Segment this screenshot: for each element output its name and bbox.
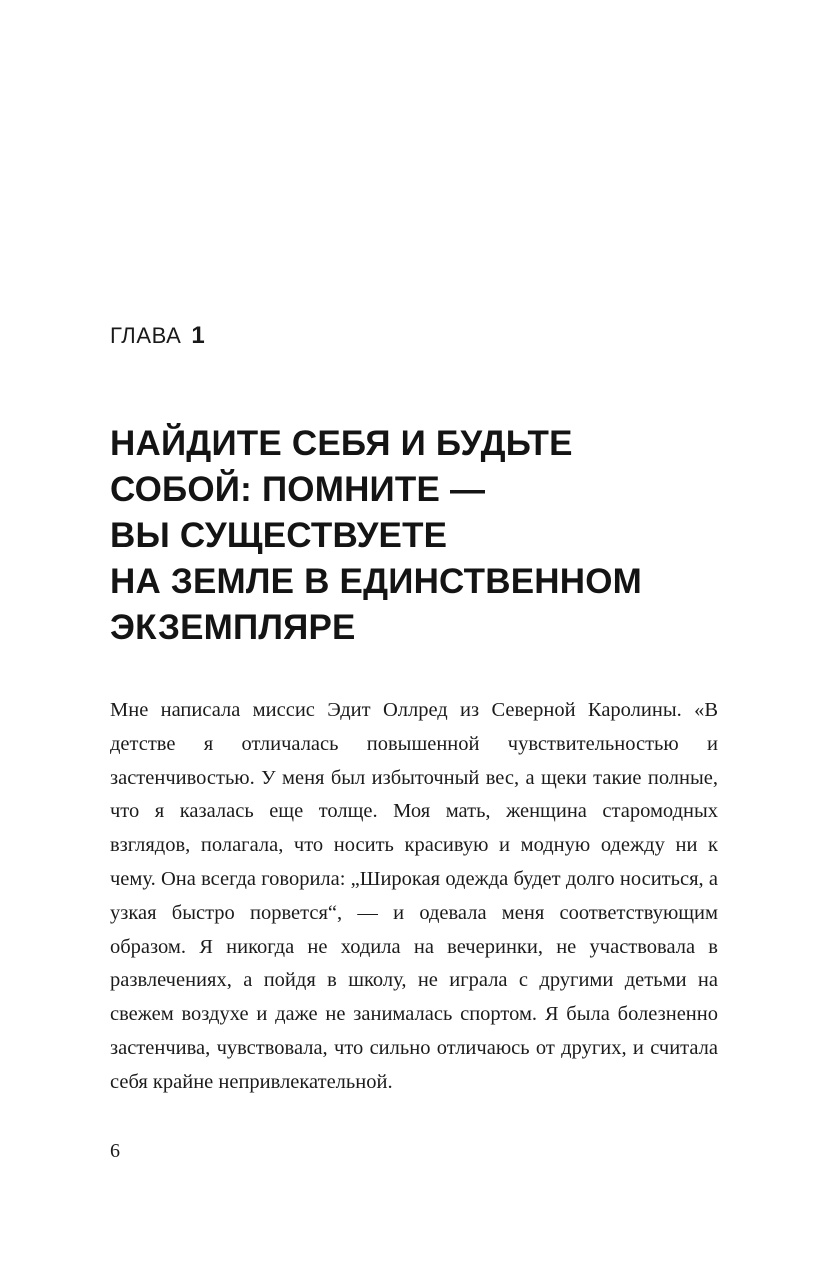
chapter-title-line-4: НА ЗЕМЛЕ В ЕДИНСТВЕННОМ: [110, 562, 642, 602]
chapter-title-line-3: ВЫ СУЩЕСТВУЕТЕ: [110, 516, 448, 556]
page-content: [110, 0, 718, 1270]
body-text: [110, 694, 718, 1100]
chapter-title-line-5: ЭКЗЕМПЛЯРЕ: [110, 608, 356, 648]
body-paragraph: Мне написала миссис Эдит Оллред из Северной Каролины. «В детстве я отличалась повышенной чувствительностью и застенчивостью. У меня был избыточный вес, а щеки такие полные, что я казалась еще толще. Моя мать, женщина старомодных взглядов, полагала, что носить красивую и модную одежду ни к чему. Она всегда говорила: „Широкая одежда будет долго носиться, а узкая быстро порвется“, — и одевала меня соответствующим образом. Я никогда не ходила на вечеринки, не участвовала в развлечениях, а пойдя в школу, не играла с другими детьми на свежем воздухе и даже не занималась спортом. Я была болезненно застенчива, чувствовала, что сильно отличаюсь от других, и считала себя крайне непривлекательной.: [110, 699, 718, 1093]
chapter-title-line-1: НАЙДИТЕ СЕБЯ И БУДЬТЕ: [110, 424, 573, 464]
chapter-heading: [110, 322, 205, 350]
chapter-title-line-2: СОБОЙ: ПОМНИТЕ —: [110, 470, 486, 510]
chapter-label: ГЛАВА: [110, 323, 182, 348]
page-number: 6: [110, 1140, 120, 1162]
chapter-number: 1: [191, 322, 206, 349]
chapter-title: [110, 421, 710, 651]
